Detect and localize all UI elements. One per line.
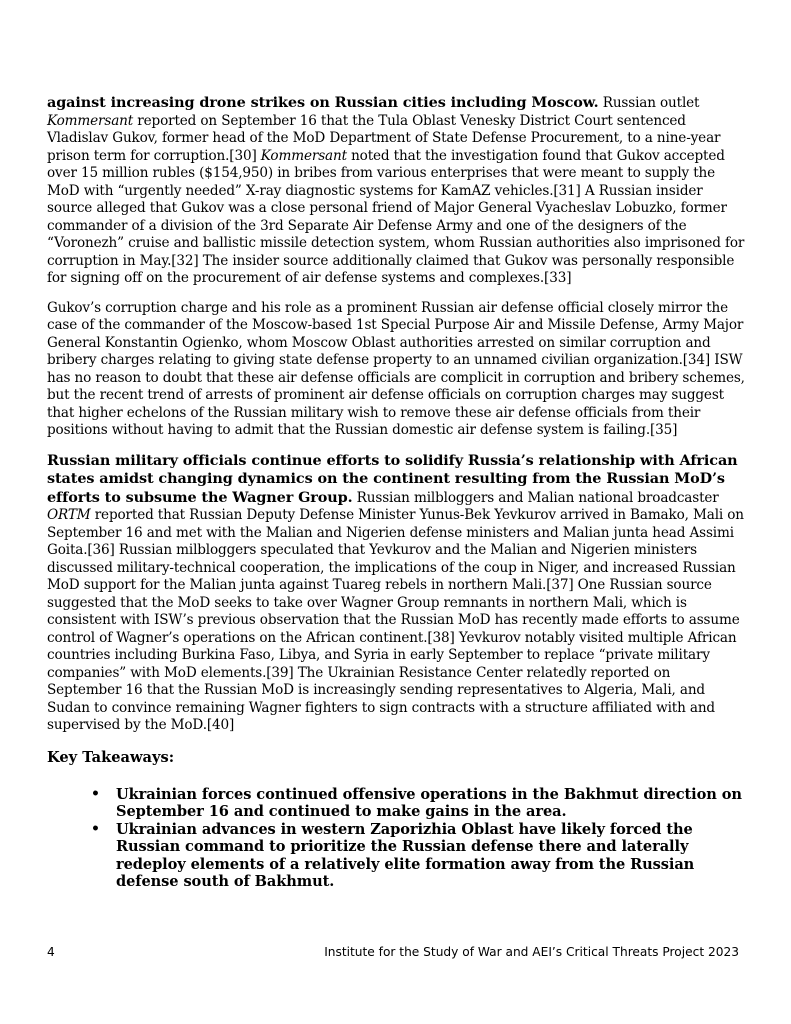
paragraph-air-defense-arrests <box>47 300 747 440</box>
page-number: 4 <box>47 945 55 959</box>
bullet-icon: • <box>91 820 100 837</box>
bullet-icon: • <box>91 785 100 802</box>
key-takeaways-heading: Key Takeaways: <box>47 748 175 766</box>
footer-credit: Institute for the Study of War and AEI’s Critical Threats Project 2023 <box>324 945 739 959</box>
takeaway-text: Ukrainian advances in western Zaporizhia Oblast have likely forced the Russian command to prioritize the Russian defense there and laterally redeploy elements of a relatively elite formation away from the Russian defense south of Bakhmut. <box>116 820 695 890</box>
paragraph-lead: Russian military officials continue efforts to solidify Russia’s relationship with African states amidst changing dynamics on the continent resulting from the Russian MoD’s efforts to subsume the Wagner Group. <box>47 451 738 506</box>
broadcaster-name: ORTM <box>47 507 91 523</box>
text-segment: reported on September 16 that the Tula Oblast Venesky District Court sentenced Vladislav Gukov, former head of the MoD Department of State Defense Procurement, to a nine-year prison term for corruption.[30] <box>47 112 721 164</box>
paragraph-gukov-sentencing <box>47 94 747 288</box>
text-segment: Russian milbloggers and Malian national broadcaster <box>352 489 719 506</box>
publication-name: Kommersant <box>260 147 347 164</box>
publication-name: Kommersant <box>47 112 134 129</box>
paragraph-africa-relations <box>47 452 747 735</box>
text-segment: noted that the investigation found that Gukov accepted over 15 million rubles ($154,950) in bribes from various enterprises that were meant to supply the MoD with “urgently needed” X-ray diagnostic systems for KamAZ vehicles.[31] A Russian insider source alleged that Gukov was a close personal friend of Major General Vyacheslav Lobuzko, former commander of a division of the 3rd Separate Air Defense Army and one of the designers of the “Voronezh” cruise and ballistic missile detection system, whom Russian authorities also imprisoned for corruption in May.[32] The insider source additionally claimed that Gukov was personally responsible for signing off on the procurement of air defense systems and complexes.[33] <box>47 147 745 286</box>
list-item <box>91 785 747 821</box>
document-body <box>47 94 747 891</box>
list-item <box>91 820 747 891</box>
takeaway-text: Ukrainian forces continued offensive operations in the Bakhmut direction on September 16 and continued to make gains in the area. <box>116 785 742 820</box>
text-segment: Russian outlet <box>598 95 700 111</box>
text-segment: Gukov’s corruption charge and his role as a prominent Russian air defense official closely mirror the case of the commander of the Moscow-based 1st Special Purpose Air and Missile Defense, Army Major General Konstantin Ogienko, whom Moscow Oblast authorities arrested on similar corruption and bribery charges relating to giving state defense property to an unnamed civilian organization.[34] ISW has no reason to doubt that these air defense officials are complicit in corruption and bribery schemes, but the recent trend of arrests of prominent air defense officials on corruption charges may suggest that higher echelons of the Russian military wish to remove these air defense officials from their positions without having to admit that the Russian domestic air defense system is failing.[35] <box>47 299 745 438</box>
key-takeaways-list <box>47 786 747 891</box>
text-segment: reported that Russian Deputy Defense Minister Yunus-Bek Yevkurov arrived in Bamako, Mali on September 16 and met with the Malian and Nigerien defense ministers and Malian junta head Assimi Goita.[36] Russian milbloggers speculated that Yevkurov and the Malian and Nigerien ministers discussed military-technical cooperation, the implications of the coup in Niger, and increased Russian MoD support for the Malian junta against Tuareg rebels in northern Mali.[37] One Russian source suggested that the MoD seeks to take over Wagner Group remnants in northern Mali, which is consistent with ISW’s previous observation that the Russian MoD has recently made efforts to assume control of Wagner’s operations on the African continent.[38] Yevkurov notably visited multiple African countries including Burkina Faso, Libya, and Syria in early September to replace “private military companies” with MoD elements.[39] The Ukrainian Resistance Center relatedly reported on September 16 that the Russian MoD is increasingly sending representatives to Algeria, Mali, and Sudan to convince remaining Wagner fighters to sign contracts with a structure affiliated with and supervised by the MoD.[40] <box>47 507 744 733</box>
paragraph-lead: against increasing drone strikes on Russian cities including Moscow. <box>47 94 599 111</box>
